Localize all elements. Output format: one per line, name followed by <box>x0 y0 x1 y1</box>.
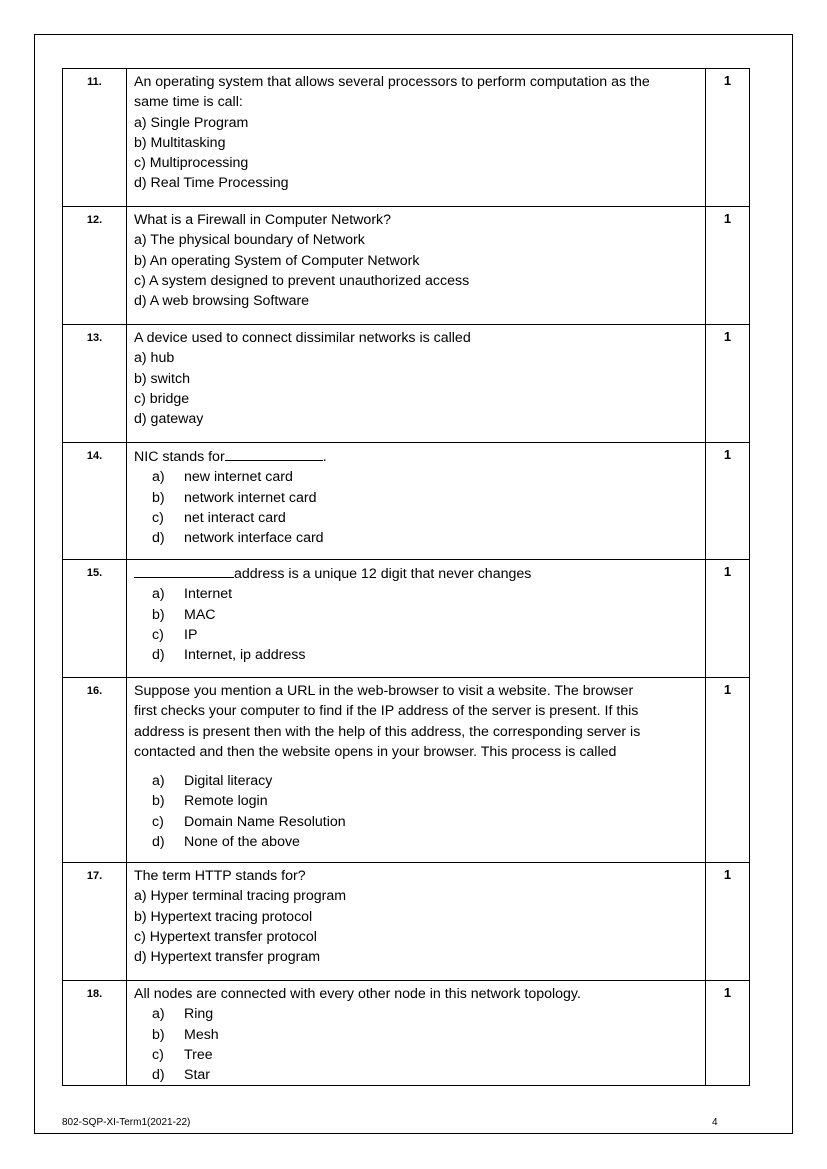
question-number: 12. <box>63 207 127 325</box>
question-text-end: . <box>322 449 327 465</box>
option <box>152 812 698 832</box>
option <box>152 1004 698 1024</box>
option-letter: c) <box>152 1046 164 1063</box>
option <box>152 625 698 645</box>
option-text: Mesh <box>184 1026 219 1043</box>
option-list <box>134 584 698 665</box>
question-text: The term HTTP stands for? <box>134 868 306 884</box>
answer-blank <box>134 563 234 578</box>
question-text: An operating system that allows several processors to perform computation as the <box>134 74 650 90</box>
option-letter: c) <box>152 509 164 526</box>
question-cell <box>127 981 706 1086</box>
question-row-15 <box>63 560 750 678</box>
option-list <box>134 1004 698 1085</box>
question-number: 17. <box>63 863 127 981</box>
option: d) gateway <box>134 411 204 428</box>
footer-paper-code: 802-SQP-XI-Term1(2021-22) <box>62 1117 191 1128</box>
question-text <box>134 563 698 584</box>
option <box>152 832 698 852</box>
option-text: Digital literacy <box>184 773 273 790</box>
question-row-13 <box>63 325 750 443</box>
option-text: network interface card <box>184 530 324 547</box>
question-row-17 <box>63 863 750 981</box>
option <box>152 771 698 791</box>
option-letter: c) <box>152 813 164 830</box>
question-row-16 <box>63 678 750 863</box>
option: a) The physical boundary of Network <box>134 232 365 249</box>
option-letter: a) <box>152 773 165 790</box>
option-text: Internet, ip address <box>184 647 306 664</box>
option-letter: b) <box>152 489 165 506</box>
option: d) Hypertext transfer program <box>134 949 321 966</box>
option <box>152 488 698 508</box>
question-cell <box>127 863 706 981</box>
marks: 1 <box>706 560 750 678</box>
option-list <box>134 467 698 548</box>
question-text: All nodes are connected with every other node in this network topology. <box>134 986 581 1002</box>
option: b) switch <box>134 370 190 387</box>
option <box>152 508 698 528</box>
option-letter: a) <box>152 469 165 486</box>
question-number: 16. <box>63 678 127 863</box>
question-text: first checks your computer to find if the IP address of the server is present. If this <box>134 703 639 720</box>
marks: 1 <box>706 678 750 863</box>
question-cell <box>127 443 706 560</box>
option <box>152 645 698 665</box>
option-text: None of the above <box>184 834 300 851</box>
question-number: 18. <box>63 981 127 1086</box>
option-text: MAC <box>184 606 216 623</box>
question-row-14 <box>63 443 750 560</box>
question-cell <box>127 69 706 207</box>
question-text <box>134 446 698 467</box>
marks: 1 <box>706 863 750 981</box>
option-text: network internet card <box>184 489 317 506</box>
option-letter: a) <box>152 586 165 603</box>
marks: 1 <box>706 325 750 443</box>
option-letter: b) <box>152 606 165 623</box>
question-text: A device used to connect dissimilar networks is called <box>134 330 471 346</box>
question-text: same time is call: <box>134 94 243 111</box>
option: d) Real Time Processing <box>134 175 289 192</box>
question-text: What is a Firewall in Computer Network? <box>134 212 392 228</box>
option-text: IP <box>184 626 198 643</box>
option <box>152 1025 698 1045</box>
question-number: 14. <box>63 443 127 560</box>
option-list <box>134 771 698 852</box>
option-letter: b) <box>152 1026 165 1043</box>
option: d) A web browsing Software <box>134 293 310 310</box>
marks: 1 <box>706 443 750 560</box>
question-text: Suppose you mention a URL in the web-browser to visit a website. The browser <box>134 683 634 699</box>
marks: 1 <box>706 69 750 207</box>
option <box>152 791 698 811</box>
question-number: 13. <box>63 325 127 443</box>
option: b) Multitasking <box>134 134 226 151</box>
option <box>152 1065 698 1085</box>
question-table <box>62 68 750 1086</box>
option-text: Domain Name Resolution <box>184 813 346 830</box>
option: c) Multiprocessing <box>134 155 249 172</box>
option-text: net interact card <box>184 509 286 526</box>
question-row-11 <box>63 69 750 207</box>
option-text: Tree <box>184 1046 213 1063</box>
question-cell <box>127 678 706 863</box>
option-text: Star <box>184 1067 211 1084</box>
option-letter: d) <box>152 834 165 851</box>
option <box>152 467 698 487</box>
option-letter: a) <box>152 1006 165 1023</box>
option <box>152 1045 698 1065</box>
option: a) Hyper terminal tracing program <box>134 888 347 905</box>
option <box>152 584 698 604</box>
option <box>152 528 698 548</box>
question-row-18 <box>63 981 750 1086</box>
marks: 1 <box>706 207 750 325</box>
question-text-end: address is a unique 12 digit that never changes <box>234 566 532 582</box>
option-letter: d) <box>152 647 165 664</box>
spacer <box>134 762 698 771</box>
marks: 1 <box>706 981 750 1086</box>
question-cell <box>127 207 706 325</box>
option: c) Hypertext transfer protocol <box>134 928 317 945</box>
footer-page-number: 4 <box>712 1117 718 1128</box>
option-text: Remote login <box>184 793 268 810</box>
option: a) Single Program <box>134 114 249 131</box>
question-text: address is present then with the help of this address, the corresponding server is <box>134 723 641 740</box>
question-number: 11. <box>63 69 127 207</box>
answer-blank <box>225 446 323 461</box>
question-number: 15. <box>63 560 127 678</box>
option: c) A system designed to prevent unauthorized access <box>134 272 470 289</box>
question-text-start: NIC stands for <box>134 449 225 465</box>
option-text: Internet <box>184 586 233 603</box>
question-cell <box>127 325 706 443</box>
option-letter: c) <box>152 626 164 643</box>
option-text: new internet card <box>184 469 293 486</box>
option: c) bridge <box>134 390 190 407</box>
option-letter: b) <box>152 793 165 810</box>
question-row-12 <box>63 207 750 325</box>
option-letter: d) <box>152 530 165 547</box>
question-text: contacted and then the website opens in your browser. This process is called <box>134 743 617 760</box>
option-letter: d) <box>152 1067 165 1084</box>
option: a) hub <box>134 350 175 367</box>
option: b) An operating System of Computer Network <box>134 252 420 269</box>
option <box>152 605 698 625</box>
option: b) Hypertext tracing protocol <box>134 908 313 925</box>
question-cell <box>127 560 706 678</box>
option-text: Ring <box>184 1006 214 1023</box>
